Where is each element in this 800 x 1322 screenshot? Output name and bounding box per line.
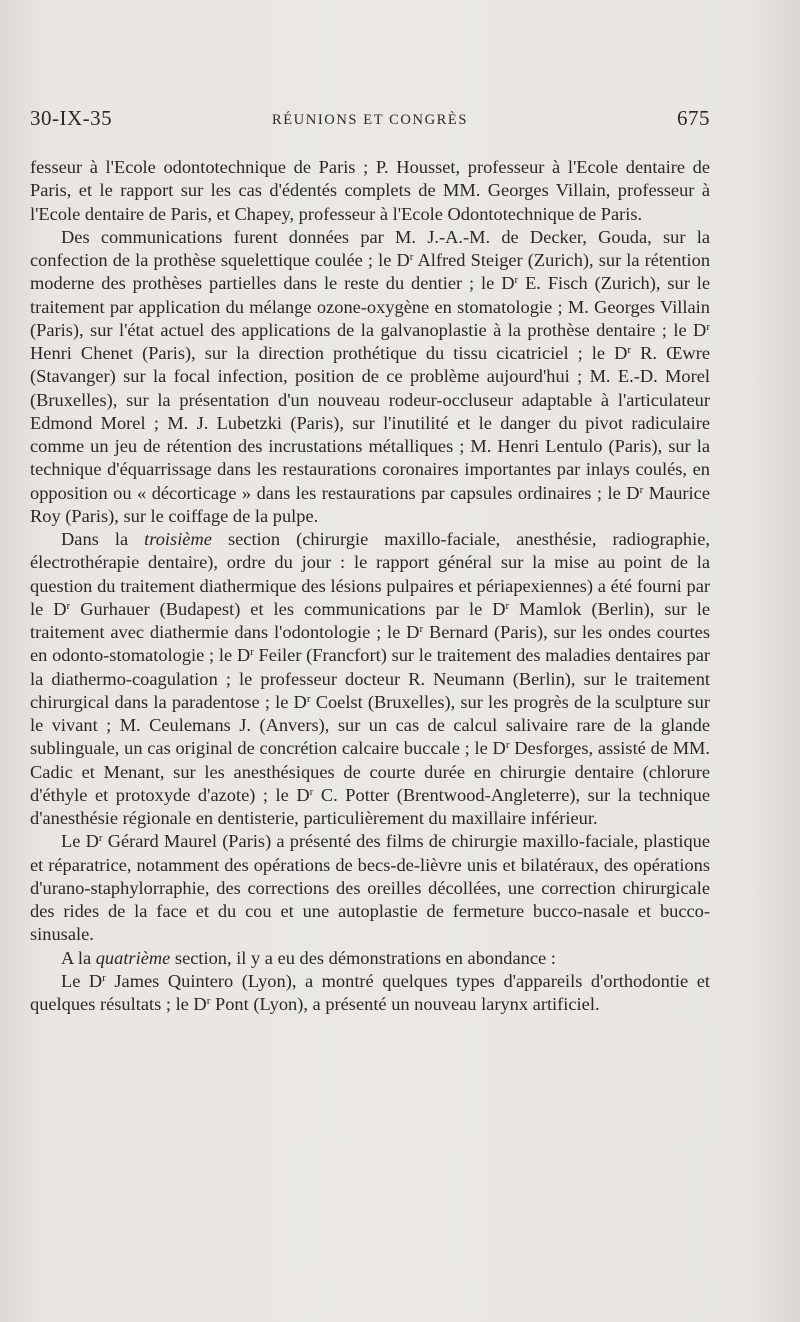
page-number: 675 <box>677 106 710 130</box>
running-head <box>30 106 710 138</box>
paragraph-4: Le $D^r$ Gérard Maurel (Paris) a présenté des films de chirurgie maxillo-faciale, plastique et réparatrice, notamment des opérations de becs-de-lièvre unis et bilatéraux, des opérations d'urano-staphylorraphie, des corrections des oreilles décollées, une correction chirurgicale des rides de la face et du cou et une autoplastie de fermeture bucco-nasale et bucco-sinusale. <box>30 831 711 945</box>
paragraph-5: A la quatrième section, il y a eu des démonstrations en abondance : <box>61 947 556 968</box>
paragraph-2: Des communications furent données par M. J.-A.-M. de Decker, Gouda, sur la confection de la prothèse squelettique coulée ; le $D^r$ Alfred Steiger (Zurich), sur la rétention moderne des prothèses partielles dans le reste du dentier ; le $D^r$ E. Fisch (Zurich), sur le traitement par application du mélange ozone-oxygène en stomatologie ; M. Georges Villain (Paris), sur l'état actuel des applications de la galvanoplastie à la prothèse dentaire ; le $D^r$ Henri Chenet (Paris), sur la direction prothétique du tissu cicatriciel ; le $D^r$ R. Œwre (Stavanger) sur la focal infection, position de ce problème aujourd'hui ; M. E.-D. Morel (Bruxelles), sur la présentation d'un nouveau rodeur-occluseur adaptable à l'articulateur Edmond Morel ; M. J. Lubetzki (Paris), sur l'inutilité et le danger du pivot radiculaire comme un jeu de rétention des incrustations métalliques ; M. Henri Lentulo (Paris), sur la technique d'équarrissage dans les restaurations coronaires importantes par inlays coulés, en opposition ou « décorticage » dans les restaurations par capsules ordinaires ; le $D^r$ Maurice Roy (Paris), sur le coiffage de la pulpe. <box>30 226 711 526</box>
paragraph-6: Le $D^r$ James Quintero (Lyon), a montré quelques types d'appareils d'orthodontie et quelques résultats ; le $D^r$ Pont (Lyon), a présenté un nouveau larynx artificiel. <box>30 970 710 1014</box>
body-text <box>30 156 710 1016</box>
header-date: 30-IX-35 <box>30 106 113 130</box>
header-section-title: RÉUNIONS ET CONGRÈS <box>271 112 469 128</box>
paragraph-3: Dans la troisième section (chirurgie maxillo-faciale, anesthésie, radiographie, électrothérapie dentaire), ordre du jour : le rapport général sur la mise au point de la question du traitement diathermique des lésions pulpaires et périapexiennes) a été fourni par le $D^r$ Gurhauer (Budapest) et les communications par le $D^r$ Mamlok (Berlin), sur le traitement avec diathermie dans l'odontologie ; le $D^r$ Bernard (Paris), sur les ondes courtes en odonto-stomatologie ; le $D^r$ Feiler (Francfort) sur le traitement des maladies dentaires par la diathermo-coagulation ; le professeur docteur R. Neumann (Berlin), sur le traitement chirurgical dans la paradentose ; le $D^r$ Coelst (Bruxelles), sur les progrès de la sculpture sur le vivant ; M. Ceulemans J. (Anvers), sur un cas de calcul salivaire rare de la glande sublinguale, un cas original de concrétion calcaire buccale ; le $D^r$ Desforges, assisté de MM. Cadic et Menant, sur les anesthésiques de courte durée en chirurgie dentaire (chlorure d'éthyle et protoxyde d'azote) ; le $D^r$ C. Potter (Brentwood-Angleterre), sur la technique d'anesthésie régionale en dentisterie, particulièrement du maxillaire inférieur. <box>30 529 710 828</box>
paragraph-1: fesseur à l'Ecole odontotechnique de Paris ; P. Housset, professeur à l'Ecole dentaire de Paris, et le rapport sur les cas d'édentés complets de MM. Georges Villain, professeur à l'Ecole dentaire de Paris, et Chapey, professeur à l'Ecole Odontotechnique de Paris. <box>30 157 710 224</box>
